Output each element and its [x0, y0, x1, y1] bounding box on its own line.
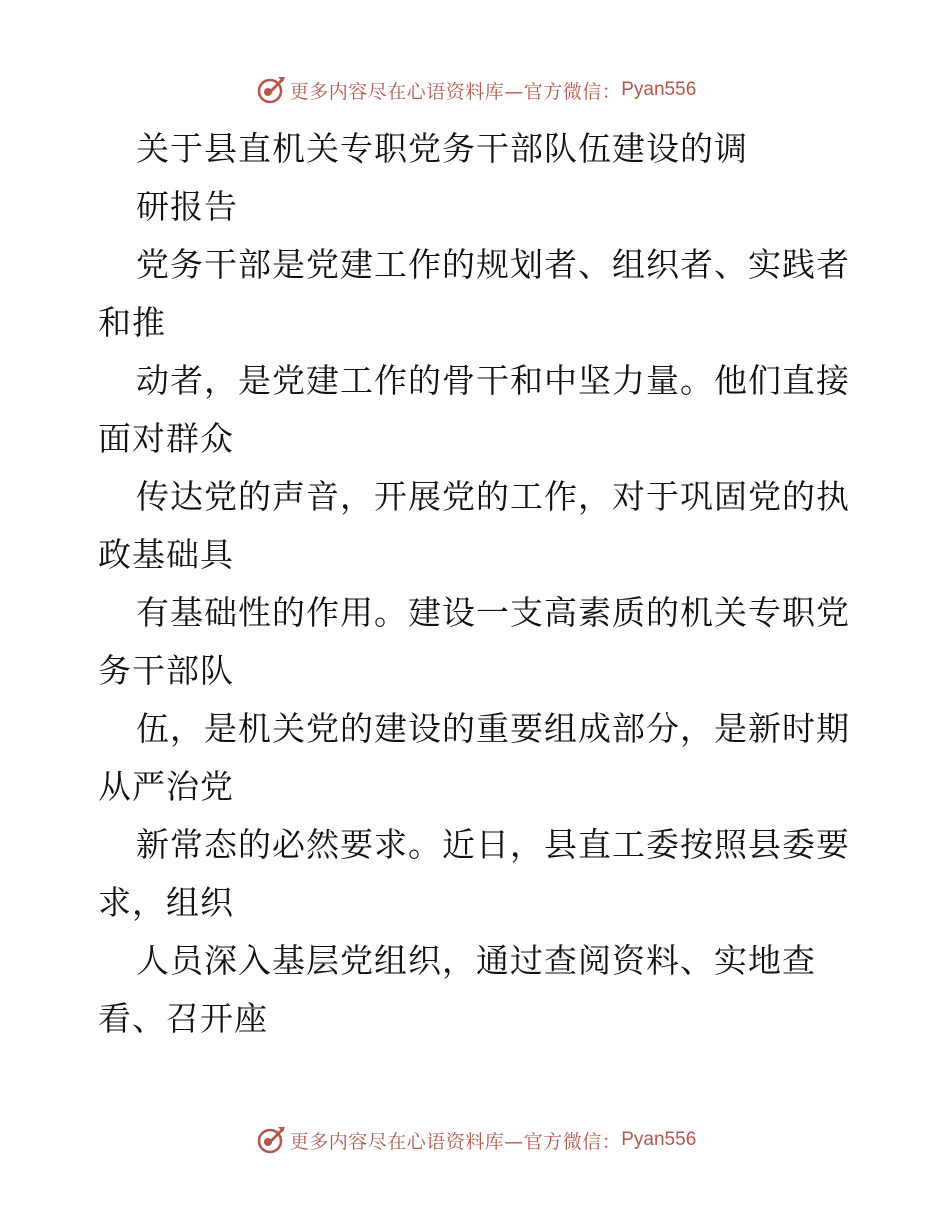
- paragraph-line: 和推: [98, 303, 166, 342]
- banner-wechat-id: Pyan556: [621, 79, 697, 100]
- document-body: [98, 120, 858, 1048]
- paragraph-line: 伍，是机关党的建设的重要组成部分，是新时期: [136, 709, 850, 748]
- paragraph-line: 面对群众: [98, 419, 234, 458]
- paragraph-line: 新常态的必然要求。近日，县直工委按照县委要: [136, 825, 850, 864]
- paragraph-line: 传达党的声音，开展党的工作，对于巩固党的执: [136, 477, 850, 516]
- paragraph-line: 看、召开座: [98, 999, 268, 1038]
- paragraph-line: 人员深入基层党组织，通过查阅资料、实地查: [136, 941, 816, 980]
- title-line-1: 关于县直机关专职党务干部队伍建设的调: [136, 129, 748, 168]
- paragraph-line: 务干部队: [98, 651, 234, 690]
- footer-banner: [0, 1120, 950, 1160]
- paragraph-line: 动者，是党建工作的骨干和中坚力量。他们直接: [136, 361, 850, 400]
- paragraph-line: 政基础具: [98, 535, 234, 574]
- paragraph-line: 求，组织: [98, 883, 234, 922]
- paragraph-line: 党务干部是党建工作的规划者、组织者、实践者: [136, 245, 850, 284]
- pen-logo-icon: [254, 74, 286, 106]
- banner-text: 更多内容尽在心语资料库—官方微信：: [289, 1130, 622, 1153]
- banner-text: 更多内容尽在心语资料库—官方微信：: [289, 80, 622, 103]
- pen-logo-icon: [254, 1124, 286, 1156]
- title-line-2: 研报告: [136, 187, 238, 226]
- paragraph-line: 从严治党: [98, 767, 234, 806]
- paragraph-line: 有基础性的作用。建设一支高素质的机关专职党: [136, 593, 850, 632]
- header-banner: [0, 70, 950, 110]
- banner-wechat-id: Pyan556: [621, 1129, 697, 1150]
